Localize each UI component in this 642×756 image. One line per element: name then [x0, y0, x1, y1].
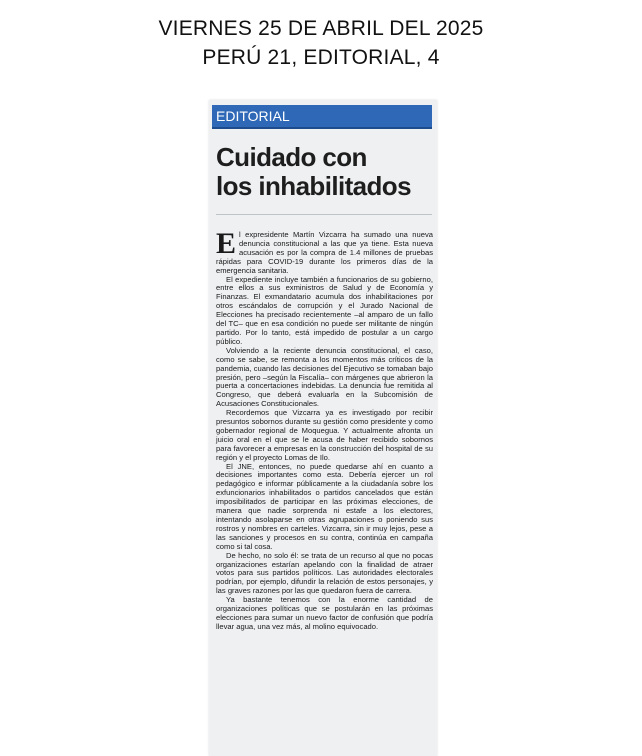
paragraph-7: Ya bastante tenemos con la enorme cantidad de organizaciones políticas que se postularán en las próximas elecciones para sumar un nuevo factor de confusión que podría llevar agua, una vez más, al molino equivocado.: [216, 595, 433, 631]
newspaper-clipping: [209, 100, 437, 756]
headline-divider: [216, 214, 432, 215]
publication-date: VIERNES 25 DE ABRIL DEL 2025: [158, 17, 484, 40]
headline-line-1: Cuidado con: [216, 142, 367, 172]
paragraph-5: El JNE, entonces, no puede quedarse ahí en cuanto a decisiones importantes como esta. Debería ejercer un rol pedagógico e informar públicamente a la ciudadanía sobre los exfuncionarios inhabilitados o partidos cancelados que están imposibilitados de participar en las próximas elecciones, de manera que nadie sorprenda ni estafe a los electores, intentando asolaparse en otras agrupaciones o poniendo sus rostros y nombres en carteles. Vizcarra, sin ir muy lejos, pese a las sanciones y procesos en su contra, continúa en campaña como si tal cosa.: [216, 461, 433, 551]
paragraph-3: Volviendo a la reciente denuncia constitucional, el caso, como se sabe, se remonta a los momentos más críticos de la pandemia, cuando las decisiones del Ejecutivo se tomaban bajo presión, pero –según la Fiscalía– con márgenes que abrieron la puerta a concertaciones indebidas. La denuncia fue remitida al Congreso, que deberá evaluarla en la Subcomisión de Acusaciones Constitucionales.: [216, 345, 433, 409]
section-label: EDITORIAL: [216, 108, 290, 124]
drop-cap: E: [216, 227, 237, 260]
article-headline: [216, 143, 432, 201]
paragraph-1: [216, 227, 433, 276]
paragraph-6: De hecho, no solo él: se trata de un recurso al que no pocas organizaciones estarían apelando con la finalidad de atraer votos para sus partidos políticos. Las autoridades electorales podrían, por ejemplo, difundir la relación de estos personajes, y las graves razones por las que quedaron fuera de carrera.: [216, 550, 433, 596]
paragraph-4: Recordemos que Vizcarra ya es investigado por recibir presuntos sobornos durante su gestión como presidente y como gobernador regional de Moquegua. Y actualmente afronta un juicio oral en el que se le acusa de haber recibido sobornos para favorecer a empresas en la construcción del hospital de su región y el proyecto Lomas de Ilo.: [216, 408, 433, 462]
paragraph-1-text: l expresidente Martín Vizcarra ha sumado una nueva denuncia constitucional a las que ya tiene. Esta nueva acusación es por la compra de 1.4 millones de pruebas rápidas para COVID-19 durante los primeros días de la emergencia sanitaria.: [216, 230, 433, 275]
publication-source: PERÚ 21, EDITORIAL, 4: [202, 46, 440, 69]
paragraph-2: El expediente incluye también a funcionarios de su gobierno, entre ellos a sus exministros de Salud y de Economía y Finanzas. El exmandatario acumula dos inhabilitaciones por otros escándalos de corrupción y el Jurado Nacional de Elecciones ha precisado recientemente –al amparo de un fallo del TC– que en esa condición no puede ser militante de ningún partido. Por lo tanto, está impedido de postular a un cargo público.: [216, 274, 433, 346]
article-body: [216, 227, 433, 632]
section-bar: [212, 105, 432, 129]
headline-line-2: los inhabilitados: [216, 171, 411, 201]
